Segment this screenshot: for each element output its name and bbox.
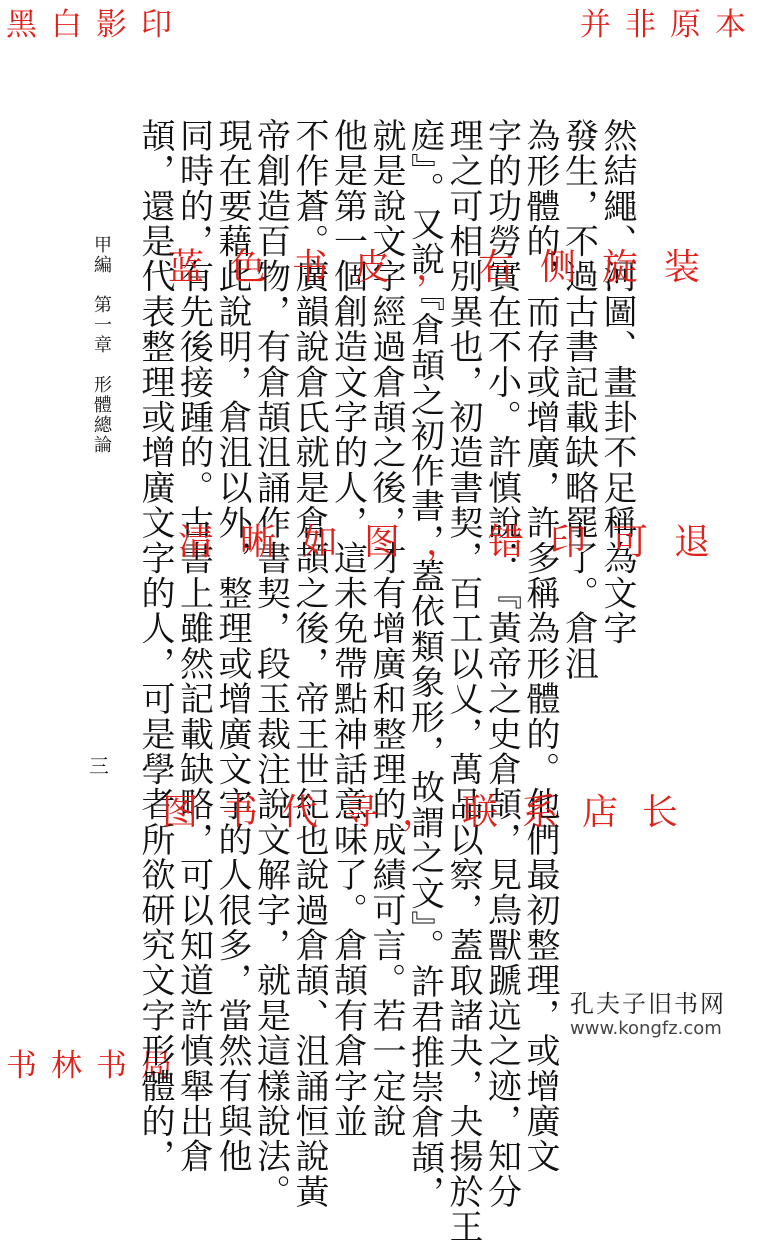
text-column: 字的功勞實在不小。許慎說：『黃帝之史倉頡，見鳥獸蹏迒之迹，知分: [481, 118, 522, 1210]
stamp-top-right: 并非原本: [580, 7, 760, 43]
text-column: 為形體的，而存或增廣，許多稱為形體的。他們最初整理，或增廣文: [520, 118, 560, 1174]
watermark-line-2: 清晰如图，错印可退: [178, 522, 737, 563]
stamp-bottom-left: 书林书局: [6, 1048, 186, 1084]
text-column: 現在要藉此說明，倉沮以外，整理或增廣文字的人很多，當然有與他: [212, 118, 252, 1174]
running-head: 甲編 第一章 形體總論: [91, 235, 112, 455]
text-column: 不作蒼。廣韻說倉氏就是倉頡之後，帝王世紀也說過倉頡、沮誦恒說黃: [289, 118, 329, 1210]
watermark-line-1: 蓝色书皮，右侧旋装: [168, 247, 727, 288]
site-name: 孔夫子旧书网: [570, 989, 726, 1018]
text-column: 發生，不過古書記載缺略罷了。倉沮: [558, 118, 599, 682]
text-column: 理之可相別異也，初造書契，百工以乂，萬品以察，蓋取諸夬，夬揚於王: [443, 118, 483, 1244]
text-column: 頡，還是代表整理或增廣文字的人，可是學者所欲研究文字形體的，: [135, 118, 175, 1174]
text-column: 帝創造百物，有倉頡沮誦作書契，段玉裁注說文解字，就是這樣說法。: [250, 118, 291, 1210]
text-column: 同時的，有先後接踵的。古書上雖然記載缺略，可以知道許慎舉出倉: [173, 118, 214, 1174]
text-column: 庭』。又說『倉頡之初作書，蓋依類象形，故謂之文』。許君推崇倉頡，: [404, 118, 445, 1211]
text-column: 然結繩、河圖、畫卦不足稱為文字: [597, 118, 637, 646]
stamp-top-left: 黑白影印: [6, 7, 186, 43]
text-column: 他是第一個創造文字的人，這未免帶點神話意味了。倉頡有倉字並: [327, 118, 368, 1139]
text-column: 就是說文字經過倉頡之後，才有增廣和整理的成績可言。若一定說: [366, 118, 406, 1139]
site-url: www.kongfz.com: [570, 1018, 722, 1040]
site-watermark: [570, 990, 726, 1040]
watermark-line-3: 图书代寻，联系店长: [162, 792, 703, 833]
page-number: 三: [89, 754, 109, 778]
